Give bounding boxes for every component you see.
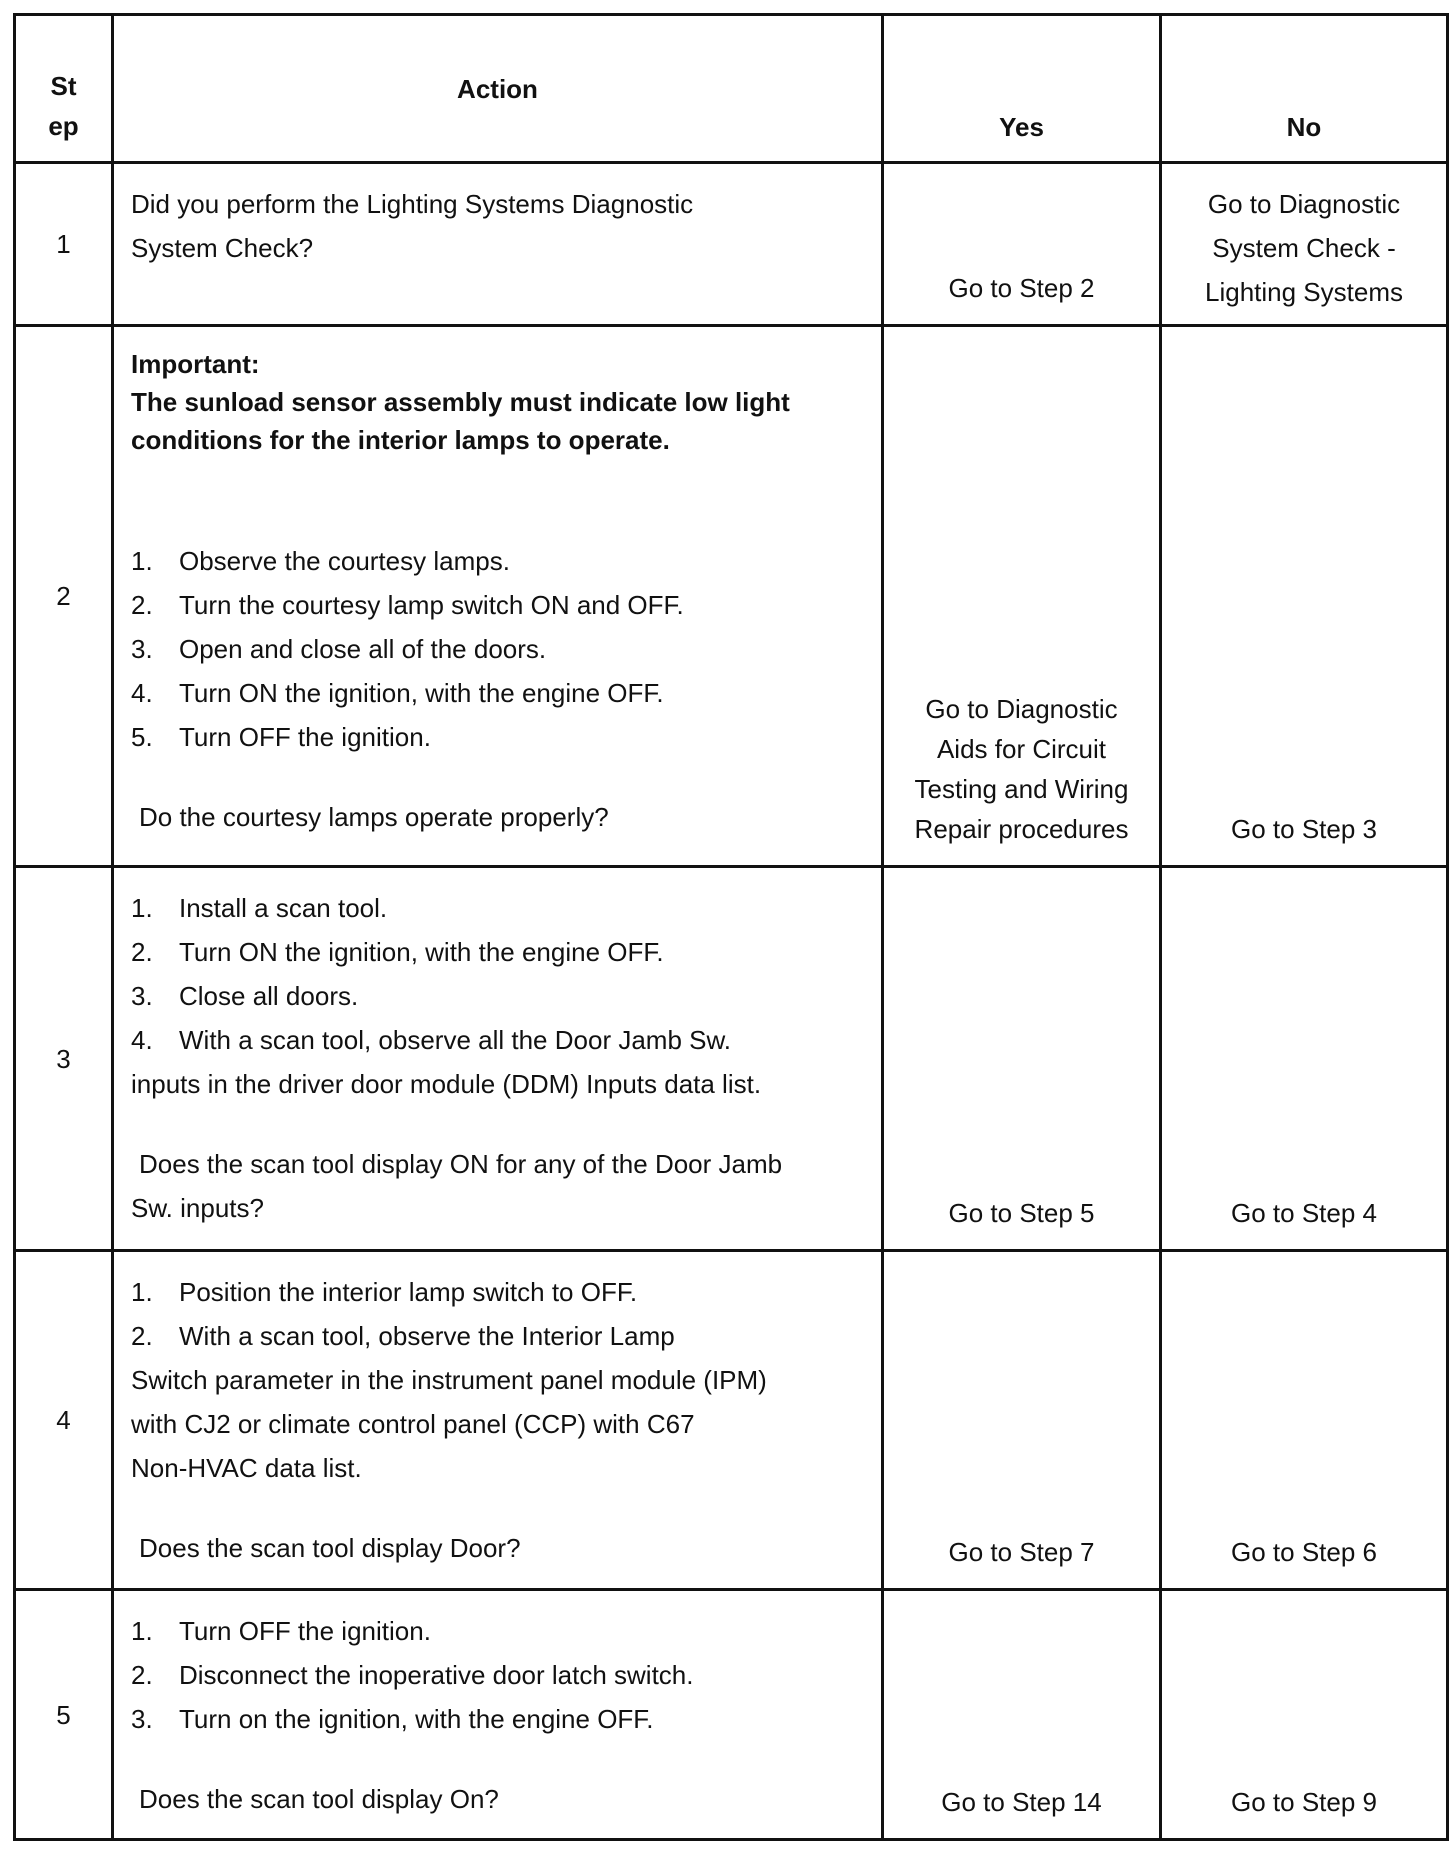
table-row (15, 326, 1448, 867)
no-cell: Go to Step 9 (1161, 1590, 1448, 1840)
list-item: 3. Turn on the ignition, with the engine OFF. (131, 1704, 654, 1734)
continuation-text: with CJ2 or climate control panel (CCP) with C67 (131, 1409, 695, 1439)
action-cell (113, 1251, 883, 1590)
action-text: System Check? (131, 233, 314, 263)
list-item: 3. Open and close all of the doors. (131, 634, 547, 664)
yes-text: Aids for Circuit (936, 734, 1107, 764)
yes-header: Yes (883, 15, 1161, 163)
step-number: 3 (15, 867, 113, 1251)
no-text: System Check - (1212, 233, 1396, 263)
step-list (131, 1609, 863, 1741)
yes-cell: Go to Step 5 (883, 867, 1161, 1251)
table-row (15, 1590, 1448, 1840)
step-number: 4 (15, 1251, 113, 1590)
list-item: 3. Close all doors. (131, 981, 359, 1011)
yes-cell: Go to Step 2 (883, 163, 1161, 326)
yes-cell (883, 326, 1161, 867)
step-number: 2 (15, 326, 113, 867)
diagnostic-table (13, 13, 1449, 1841)
no-cell (1161, 163, 1448, 326)
question-text: Does the scan tool display Door? (139, 1533, 521, 1563)
no-header: No (1161, 15, 1448, 163)
no-cell: Go to Step 4 (1161, 867, 1448, 1251)
continuation-text: Non-HVAC data list. (131, 1453, 362, 1483)
important-label: Important: (131, 349, 260, 379)
no-text: Go to Diagnostic (1207, 189, 1401, 219)
no-cell: Go to Step 6 (1161, 1251, 1448, 1590)
list-item: 4. Turn ON the ignition, with the engine OFF. (131, 678, 664, 708)
list-item: 1. Observe the courtesy lamps. (131, 546, 510, 576)
step-number: 5 (15, 1590, 113, 1840)
question-text: Sw. inputs? (131, 1193, 264, 1223)
step-list (131, 886, 863, 1062)
list-item: 1. Turn OFF the ignition. (131, 1616, 431, 1646)
list-item: 5. Turn OFF the ignition. (131, 722, 431, 752)
list-item: 2. Disconnect the inoperative door latch switch. (131, 1660, 694, 1690)
action-cell (113, 867, 883, 1251)
list-item: 4. With a scan tool, observe all the Door Jamb Sw. (131, 1025, 732, 1055)
list-item: 2. Turn ON the ignition, with the engine OFF. (131, 937, 664, 967)
yes-text: Repair procedures (914, 814, 1129, 844)
step-header (15, 15, 113, 163)
no-cell: Go to Step 3 (1161, 326, 1448, 867)
action-header: Action (113, 15, 883, 163)
header-row (15, 15, 1448, 163)
question-text: Do the courtesy lamps operate properly? (139, 802, 609, 832)
action-cell (113, 1590, 883, 1840)
list-item: 1. Position the interior lamp switch to OFF. (131, 1277, 638, 1307)
action-cell (113, 163, 883, 326)
step-list (131, 539, 863, 759)
table-row (15, 1251, 1448, 1590)
yes-cell: Go to Step 14 (883, 1590, 1161, 1840)
yes-cell: Go to Step 7 (883, 1251, 1161, 1590)
action-cell (113, 326, 883, 867)
step-list (131, 1270, 863, 1358)
step-header-line2: ep (48, 111, 79, 141)
question-text: Does the scan tool display ON for any of the Door Jamb (139, 1149, 783, 1179)
continuation-text: Switch parameter in the instrument panel module (IPM) (131, 1365, 767, 1395)
yes-text: Go to Diagnostic (925, 694, 1118, 724)
yes-text: Testing and Wiring (914, 774, 1129, 804)
table-row (15, 163, 1448, 326)
action-text: Did you perform the Lighting Systems Diagnostic (131, 189, 694, 219)
step-header-line1: St (50, 71, 77, 101)
list-item: 2. Turn the courtesy lamp switch ON and OFF. (131, 590, 684, 620)
continuation-text: inputs in the driver door module (DDM) Inputs data list. (131, 1069, 762, 1099)
no-text: Lighting Systems (1205, 277, 1403, 307)
important-text: The sunload sensor assembly must indicate low light (131, 387, 790, 417)
step-number: 1 (15, 163, 113, 326)
table-row (15, 867, 1448, 1251)
list-item: 1. Install a scan tool. (131, 893, 388, 923)
list-item: 2. With a scan tool, observe the Interior Lamp (131, 1321, 675, 1351)
important-text: conditions for the interior lamps to operate. (131, 425, 670, 455)
question-text: Does the scan tool display On? (139, 1784, 499, 1814)
